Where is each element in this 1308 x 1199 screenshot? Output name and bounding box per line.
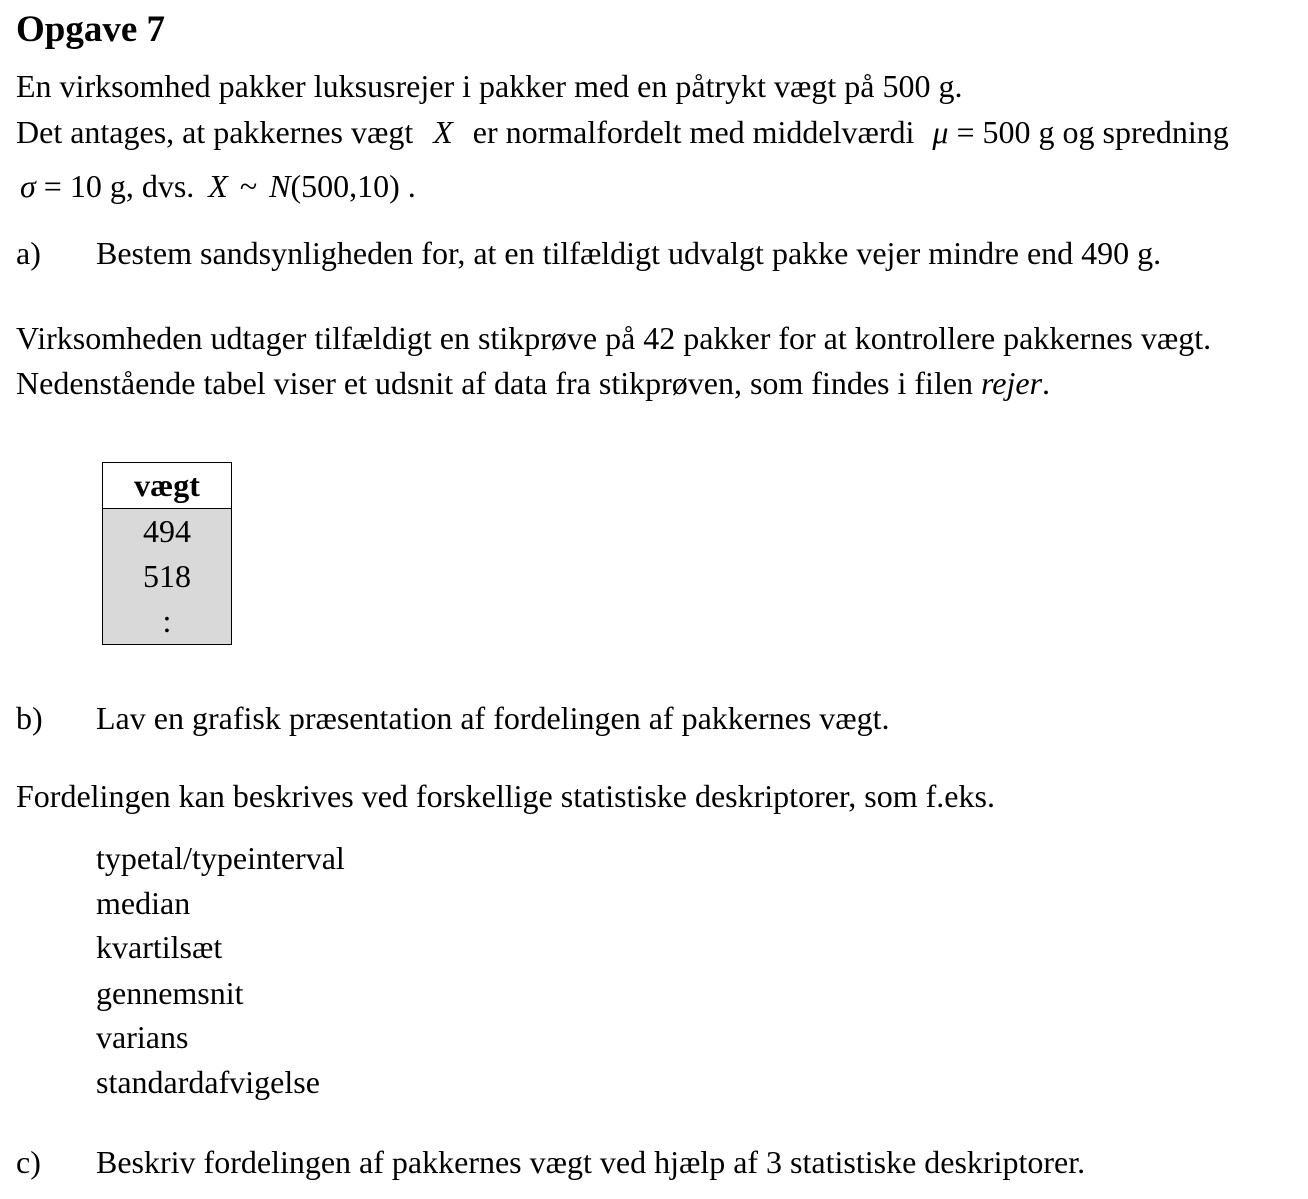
variable-x: X: [433, 114, 453, 150]
descriptor-item: standardafvigelse: [96, 1064, 320, 1100]
intro-line-2: [16, 116, 1229, 148]
intro-line-2-text-a: Det antages, at pakkernes vægt: [16, 114, 414, 150]
file-name: rejer: [981, 365, 1043, 401]
descriptors-intro: Fordelingen kan beskrives ved forskellige statistiske deskriptorer, som f.eks.: [16, 778, 995, 814]
symbol-sigma: σ: [20, 168, 36, 204]
question-c-label: c): [16, 1144, 41, 1180]
distribution-n: N: [269, 168, 291, 204]
question-c-text: Beskriv fordelingen af pakkernes vægt ved hjælp af 3 statistiske deskriptorer.: [96, 1144, 1086, 1180]
intro-line-3: [20, 170, 416, 202]
intro-line-1: En virksomhed pakker luksusrejer i pakker med en påtrykt vægt på 500 g.: [16, 68, 963, 104]
variable-x-2: X: [208, 168, 228, 204]
tilde-symbol: ~: [239, 168, 258, 204]
descriptor-item: gennemsnit: [96, 975, 244, 1011]
descriptor-item: kvartilsæt: [96, 929, 223, 965]
descriptor-item: varians: [96, 1019, 189, 1055]
sample-line-2-text: Nedenstående tabel viser et udsnit af data fra stikprøven, som findes i filen: [16, 365, 974, 401]
question-a-label: a): [16, 235, 41, 271]
sample-line-2: [16, 367, 1050, 399]
sample-line-2-period: .: [1042, 365, 1051, 401]
table-cell: :: [103, 599, 232, 645]
page-title: Opgave 7: [16, 9, 166, 50]
intro-line-2-text-c: = 500 g og spredning: [956, 114, 1229, 150]
intro-line-2-text-b: er normalfordelt med middelværdi: [472, 114, 915, 150]
table-cell: 518: [103, 554, 232, 599]
intro-line-3-text-a: = 10 g, dvs.: [43, 168, 195, 204]
symbol-mu: μ: [932, 114, 949, 150]
descriptor-item: typetal/typeinterval: [96, 840, 345, 876]
question-a-text: Bestem sandsynligheden for, at en tilfældigt udvalgt pakke vejer mindre end 490 g.: [96, 235, 1162, 271]
sample-data-table: [102, 462, 232, 645]
table-cell: 494: [103, 509, 232, 555]
sample-line-1: Virksomheden udtager tilfældigt en stikprøve på 42 pakker for at kontrollere pakkernes vægt.: [16, 320, 1212, 356]
descriptor-item: median: [96, 885, 191, 921]
question-b-label: b): [16, 700, 43, 736]
table-header-vaegt: vægt: [103, 463, 232, 509]
question-b-text: Lav en grafisk præsentation af fordelingen af pakkernes vægt.: [96, 700, 890, 736]
distribution-params: (500,10) .: [290, 168, 416, 204]
